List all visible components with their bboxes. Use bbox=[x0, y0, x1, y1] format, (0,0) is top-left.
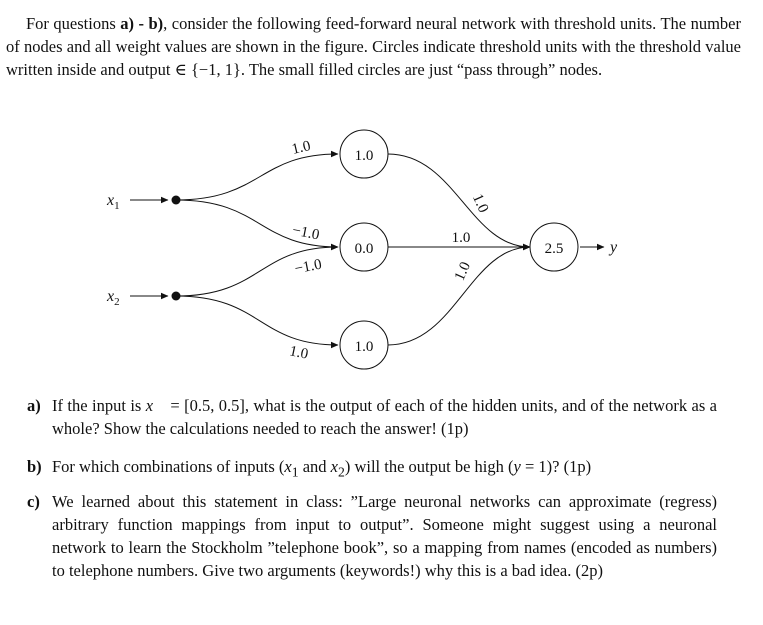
question-a-eq: = [0.5, 0.5] bbox=[165, 396, 245, 415]
question-c-label: c) bbox=[27, 492, 40, 511]
question-a-var: x⃗ bbox=[145, 396, 166, 415]
question-b-var-x1: x bbox=[284, 457, 292, 476]
question-c-text: We learned about this statement in class: ”Large neuronal networks can approximate (regress) arbitrary function mappings from input to output”. Someone might suggest using a neuronal network to learn the Stockholm ”telephone book”, so a mapping from names (encoded as numbers) to telephone numbers. Give two arguments (keywords!) why this is a bad idea. (2p) bbox=[52, 492, 717, 580]
output-y-label: y bbox=[610, 239, 618, 256]
question-b-sub-2: 2 bbox=[337, 464, 345, 480]
edge-x2-h3 bbox=[176, 296, 338, 345]
weight-x2-h2: −1.0 bbox=[293, 256, 324, 278]
question-b-text-1: For which combinations of inputs ( bbox=[52, 457, 285, 476]
question-b-var-y: y bbox=[513, 457, 521, 476]
hidden-node-2-threshold: 0.0 bbox=[354, 241, 374, 257]
question-c bbox=[27, 490, 717, 582]
question-b-mid: and bbox=[298, 457, 331, 476]
question-a-text-2: , what is the output of each of the hidden units, and of the network as a whole? Show the calculations needed to reach the answer! (1p) bbox=[52, 396, 717, 438]
question-b-sub-1: 1 bbox=[291, 464, 299, 480]
output-node-threshold: 2.5 bbox=[544, 241, 564, 257]
weight-h3-out: 1.0 bbox=[451, 259, 475, 284]
edge-x1-h1 bbox=[176, 154, 338, 200]
intro-text-1: For questions bbox=[26, 14, 121, 33]
intro-text-2: , consider the following feed-forward neural network with threshold units. The number of nodes and all weight values are shown in the figure. Circles indicate threshold units with the threshold value written inside and output ∈ {−1, 1}. The small filled circles are just “pass through” nodes. bbox=[6, 14, 741, 79]
weight-h1-out: 1.0 bbox=[468, 191, 492, 216]
question-b-label: b) bbox=[27, 457, 42, 476]
question-b-var-x2: x bbox=[330, 457, 338, 476]
input-x1-label: $x_1$ bbox=[107, 192, 120, 212]
question-b-text-3: = 1)? (1p) bbox=[520, 457, 592, 476]
question-a bbox=[27, 394, 717, 440]
weight-x1-h1: 1.0 bbox=[290, 138, 313, 158]
intro-question-range: a) - b) bbox=[120, 14, 164, 33]
weight-x2-h3: 1.0 bbox=[287, 343, 310, 363]
question-b-text-2: ) will the output be high ( bbox=[344, 457, 514, 476]
question-a-text-1: If the input is bbox=[52, 396, 146, 415]
weight-h2-out: 1.0 bbox=[451, 230, 471, 246]
hidden-node-3-threshold: 1.0 bbox=[354, 339, 374, 355]
question-a-label: a) bbox=[27, 396, 41, 415]
weight-x1-h2: −1.0 bbox=[290, 222, 321, 244]
hidden-node-1-threshold: 1.0 bbox=[354, 148, 374, 164]
input-x2-label: $x_2$ bbox=[107, 288, 120, 308]
question-b bbox=[27, 455, 717, 483]
